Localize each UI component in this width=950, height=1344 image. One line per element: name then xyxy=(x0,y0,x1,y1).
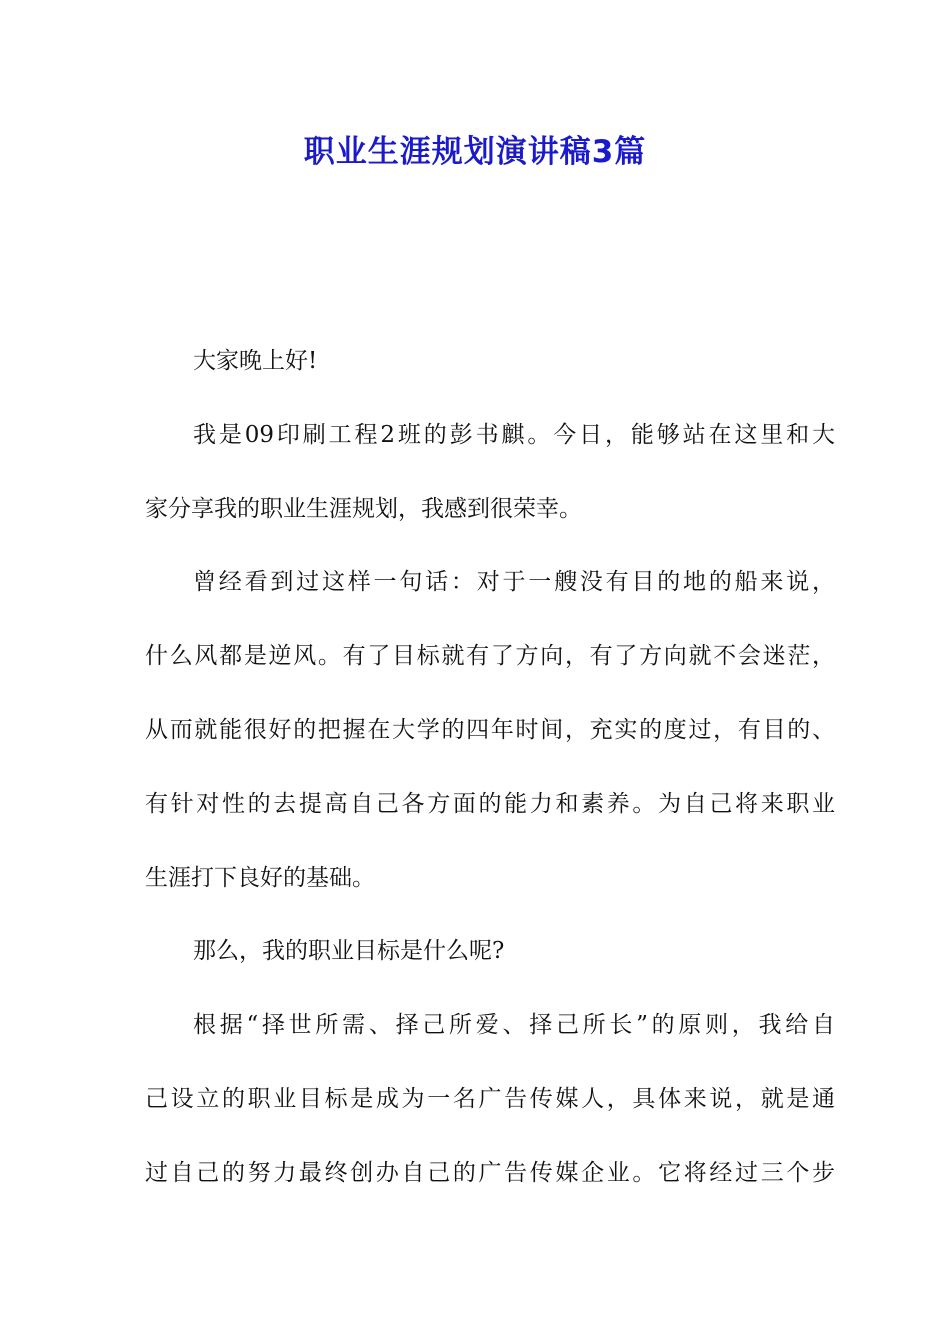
paragraph-line: 那么，我的职业目标是什么呢? xyxy=(193,938,505,965)
document-body xyxy=(145,335,835,1221)
paragraph-line: 从而就能很好的把握在大学的四年时间，充实的度过，有目的、 xyxy=(145,716,835,743)
paragraph-line: 什么风都是逆风。有了目标就有了方向，有了方向就不会迷茫， xyxy=(145,643,835,670)
paragraph-line: 生涯打下良好的基础。 xyxy=(145,864,375,891)
paragraph-line: 过自己的努力最终创办自己的广告传媒企业。它将经过三个步 xyxy=(145,1159,835,1186)
paragraph-line: 己设立的职业目标是成为一名广告传媒人，具体来说，就是通 xyxy=(145,1085,835,1112)
paragraph-line: 有针对性的去提高自己各方面的能力和素养。为自己将来职业 xyxy=(145,790,835,817)
paragraph-line: 我是09印刷工程2班的彭书麒。今日，能够站在这里和大 xyxy=(193,421,835,448)
paragraph-line: 大家晚上好! xyxy=(193,348,318,374)
document-title: 职业生涯规划演讲稿3篇 xyxy=(303,134,647,170)
paragraph-line: 根据“择世所需、择己所爱、择己所长”的原则，我给自 xyxy=(193,1012,835,1039)
paragraph-line: 曾经看到过这样一句话：对于一艘没有目的地的船来说， xyxy=(193,569,835,596)
paragraph-line: 家分享我的职业生涯规划，我感到很荣幸。 xyxy=(145,495,582,522)
